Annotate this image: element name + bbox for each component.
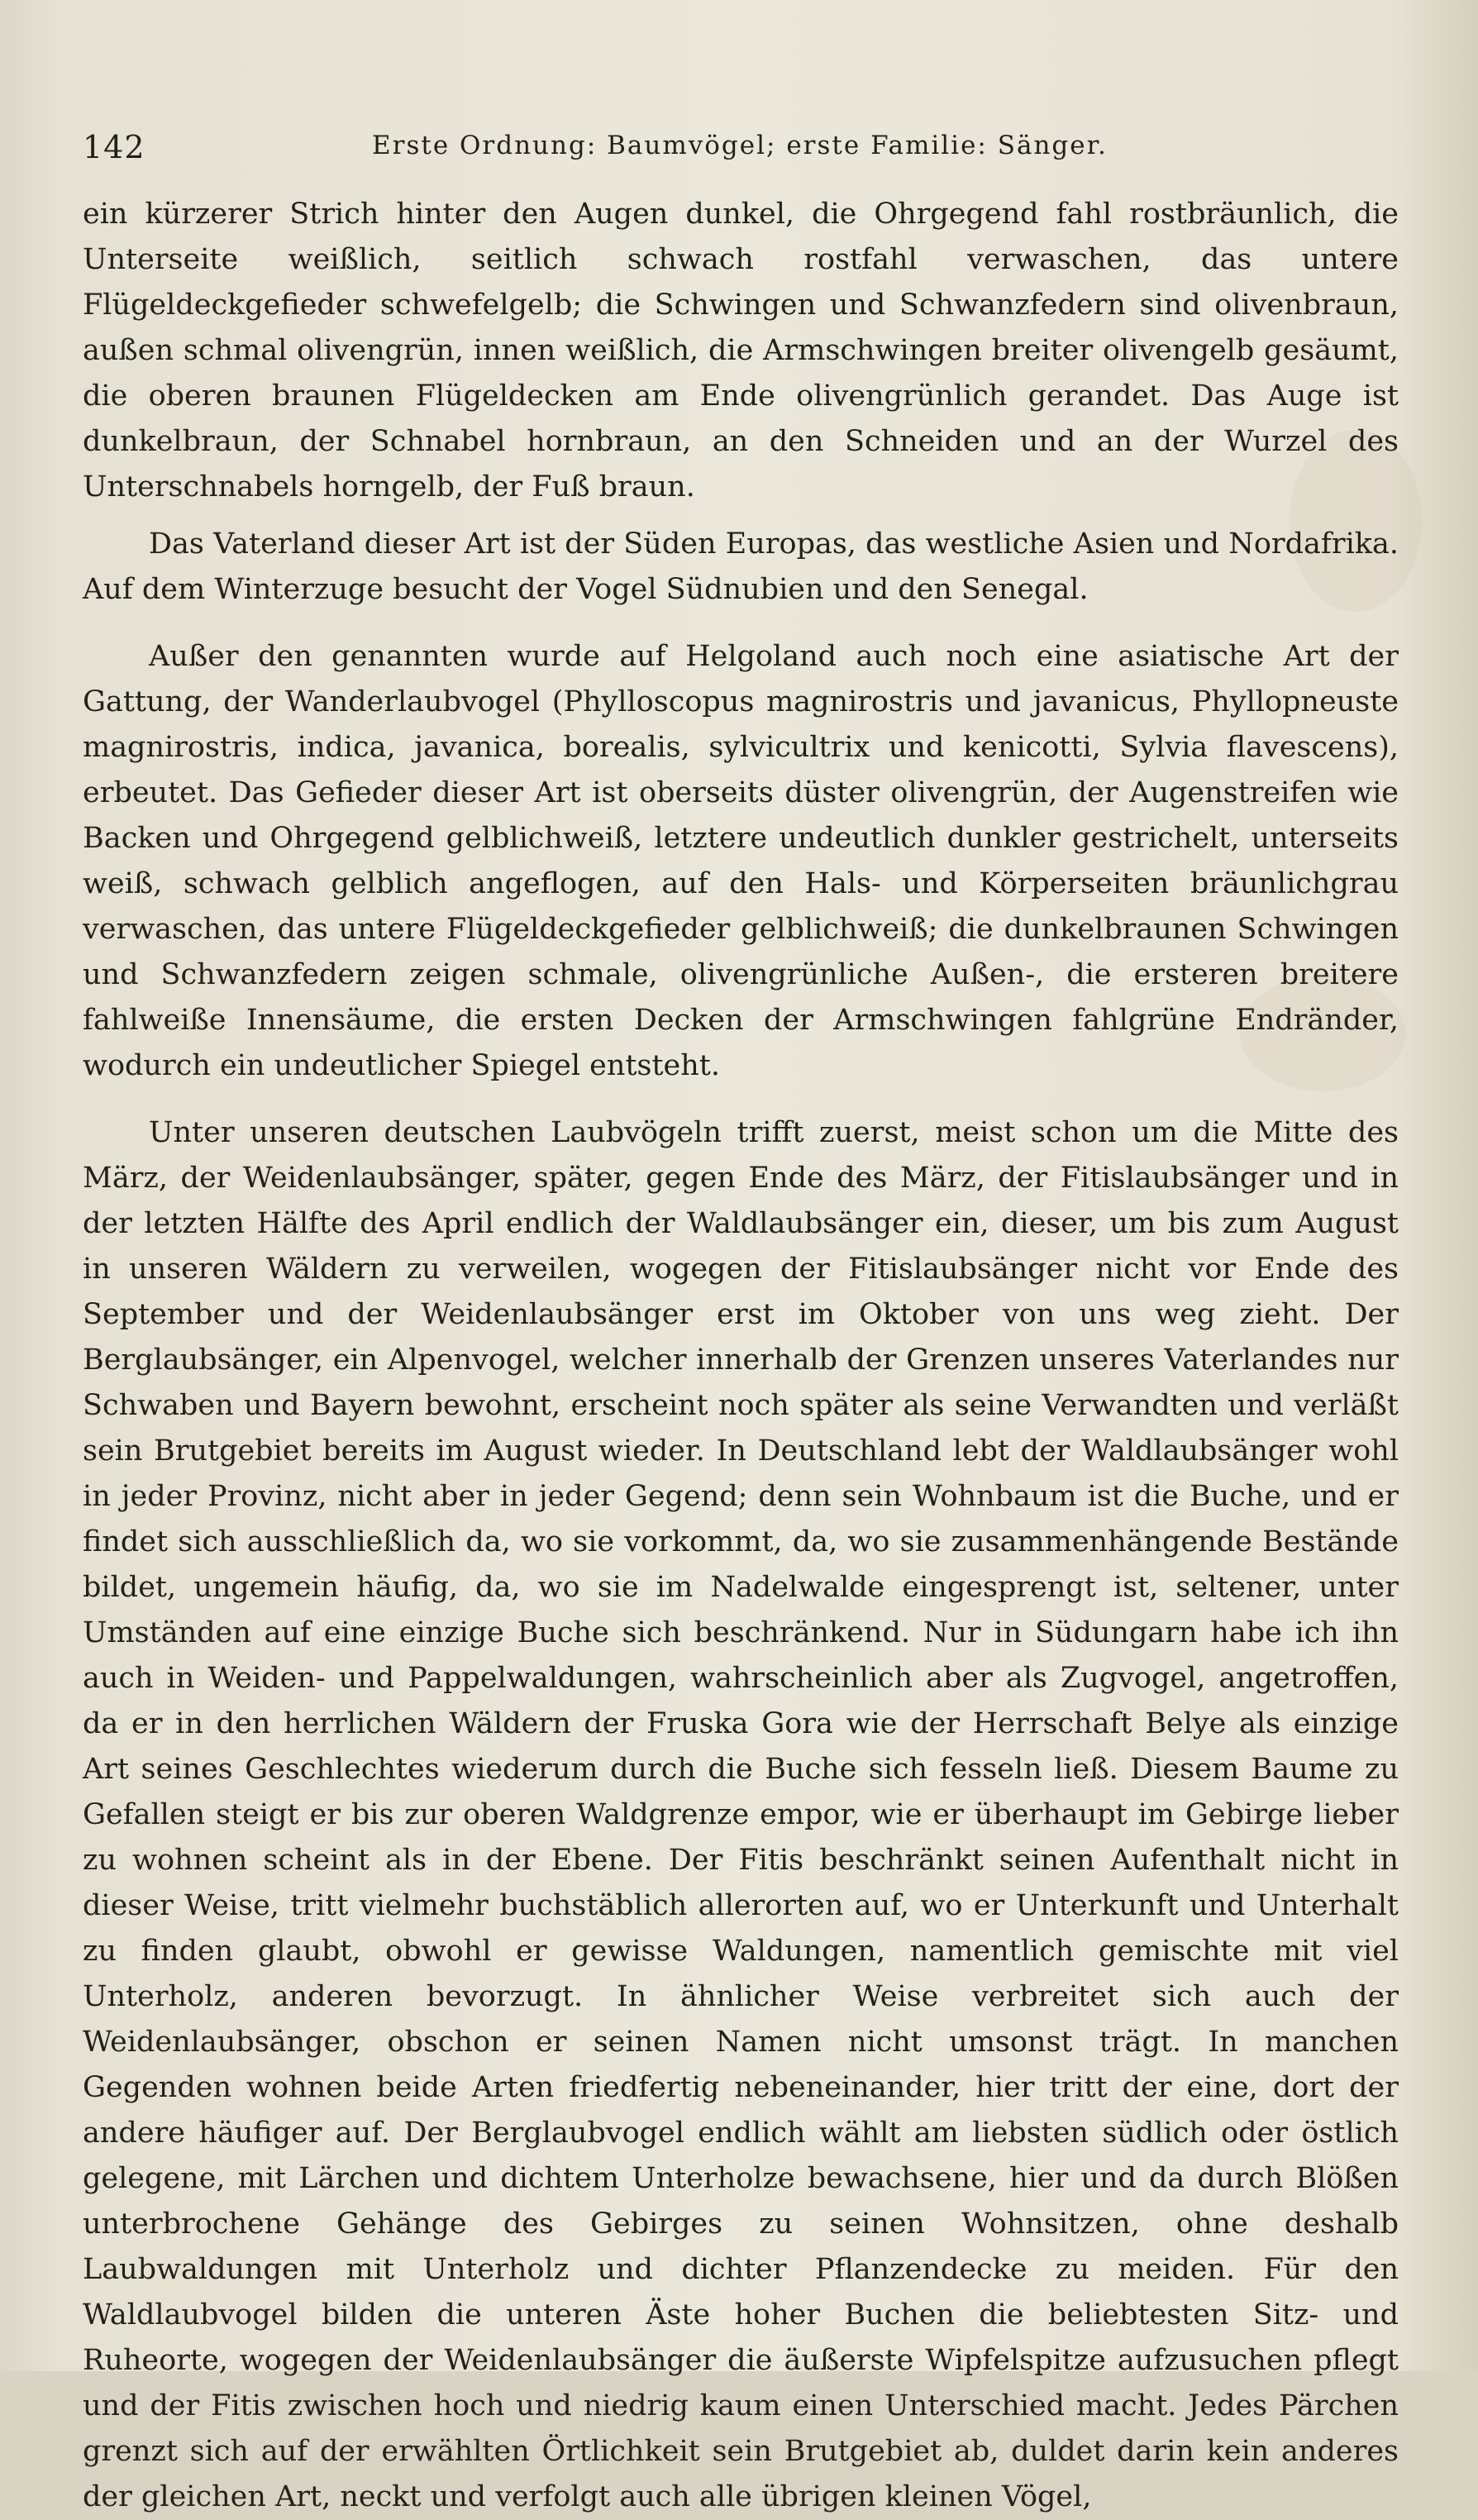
body-text [83, 192, 1399, 2513]
page-header [83, 124, 1405, 174]
paragraph-description-continued: ein kürzerer Strich hinter den Augen dunkel, die Ohrgegend fahl rostbräunlich, die Unterseite weißlich, seitlich schwach rostfahl verwaschen, das untere Flügeldeckgefieder schwefelgelb; die Schwingen und Schwanzfedern sind olivenbraun, außen schmal olivengrün, innen weißlich, die Armschwingen breiter olivengelb gesäumt, die oberen braunen Flügeldecken am Ende olivengrünlich gerandet. Das Auge ist dunkelbraun, der Schnabel hornbraun, an den Schneiden und an der Wurzel des Unterschnabels horngelb, der Fuß braun. [83, 198, 1399, 504]
running-head: Erste Ordnung: Baumvögel; erste Familie: Sänger. [372, 131, 1108, 160]
paragraph-wanderlaubvogel: Außer den genannten wurde auf Helgoland auch noch eine asiatische Art der Gattung, der Wanderlaubvogel (Phylloscopus magnirostris und javanicus, Phyllopneuste magnirostris, indica, javanica, borealis, sylvicultrix und kenicotti, Sylvia flavescens), erbeutet. Das Gefieder dieser Art ist oberseits düster olivengrün, der Augenstreifen wie Backen und Ohrgegend gelblichweiß, letztere undeutlich dunkler gestrichelt, unterseits weiß, schwach gelblich angeflogen, auf den Hals- und Körperseiten bräunlichgrau verwaschen, das untere Flügeldeckgefieder gelblichweiß; die dunkelbraunen Schwingen und Schwanzfedern zeigen schmale, olivengrünliche Außen-, die ersteren breitere fahlweiße Innensäume, die ersten Decken der Armschwingen fahlgrüne Endränder, wodurch ein undeutlicher Spiegel entsteht. [83, 640, 1399, 1082]
paragraph-range: Das Vaterland dieser Art ist der Süden Europas, das westliche Asien und Nordafrika. Auf dem Winterzuge besucht der Vogel Südnubien und den Senegal. [83, 527, 1399, 606]
page-number: 142 [83, 129, 145, 165]
paragraph-laubvoegel-habitat: Unter unseren deutschen Laubvögeln trifft zuerst, meist schon um die Mitte des März, der Weidenlaubsänger, später, gegen Ende des März, der Fitislaubsänger und in der letzten Hälfte des April endlich der Waldlaubsänger ein, dieser, um bis zum August in unseren Wäldern zu verweilen, wogegen der Fitislaubsänger nicht vor Ende des September und der Weidenlaubsänger erst im Oktober von uns weg zieht. Der Berglaubsänger, ein Alpenvogel, welcher innerhalb der Grenzen unseres Vaterlandes nur Schwaben und Bayern bewohnt, erscheint noch später als seine Verwandten und verläßt sein Brutgebiet bereits im August wieder. In Deutschland lebt der Waldlaubsänger wohl in jeder Provinz, nicht aber in jeder Gegend; denn sein Wohnbaum ist die Buche, und er findet sich ausschließlich da, wo sie vorkommt, da, wo sie zusammenhängende Bestände bildet, ungemein häufig, da, wo sie im Nadelwalde eingesprengt ist, seltener, unter Umständen auf eine einzige Buche sich beschränkend. Nur in Südungarn habe ich ihn auch in Weiden- und Pappelwaldungen, wahrscheinlich aber als Zugvogel, angetroffen, da er in den herrlichen Wäldern der Fruska Gora wie der Herrschaft Belye als einzige Art seines Geschlechtes wiederum durch die Buche sich fesseln ließ. Diesem Baume zu Gefallen steigt er bis zur oberen Waldgrenze empor, wie er überhaupt im Gebirge lieber zu wohnen scheint als in der Ebene. Der Fitis beschränkt seinen Aufenthalt nicht in dieser Weise, tritt vielmehr buchstäblich allerorten auf, wo er Unterkunft und Unterhalt zu finden glaubt, obwohl er gewisse Waldungen, namentlich gemischte mit viel Unterholz, anderen bevorzugt. In ähnlicher Weise verbreitet sich auch der Weidenlaubsänger, obschon er seinen Namen nicht umsonst trägt. In manchen Gegenden wohnen beide Arten friedfertig nebeneinander, hier tritt der eine, dort der andere häufiger auf. Der Berglaubvogel endlich wählt am liebsten südlich oder östlich gelegene, mit Lärchen und dichtem Unterholze bewachsene, hier und da durch Blößen unterbrochene Gehänge des Gebirges zu seinen Wohnsitzen, ohne deshalb Laubwaldungen mit Unterholz und dichter Pflanzendecke zu meiden. Für den Waldlaubvogel bilden die unteren Äste hoher Buchen die beliebtesten Sitz- und Ruheorte, wogegen der Weidenlaubsänger die äußerste Wipfelspitze aufzusuchen pflegt und der Fitis zwischen hoch und niedrig kaum einen Unterschied macht. Jedes Pärchen grenzt sich auf der erwählten Örtlichkeit sein Brutgebiet ab, duldet darin kein anderes der gleichen Art, neckt und verfolgt auch alle übrigen kleinen Vögel, [83, 1116, 1399, 2513]
